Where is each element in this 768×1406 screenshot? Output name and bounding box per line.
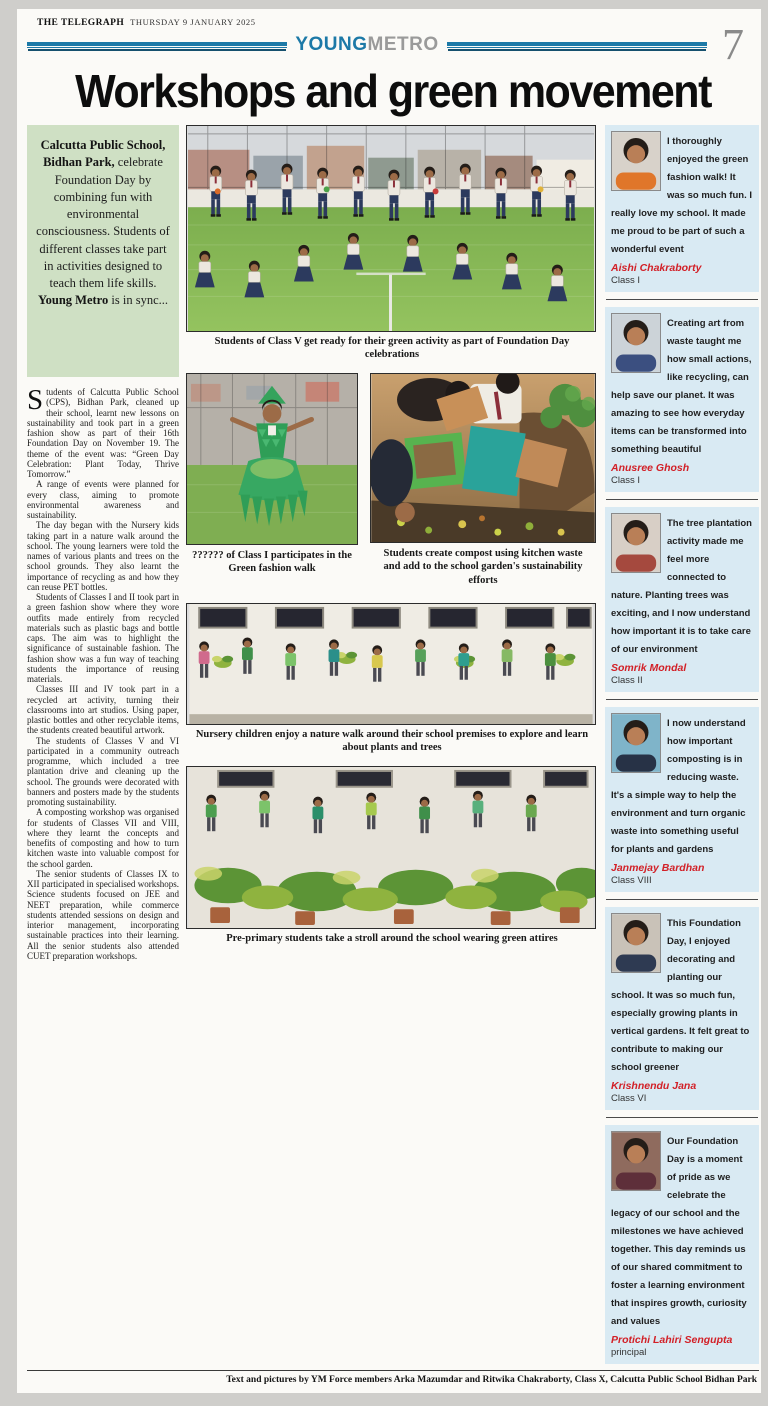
figure-foundation-day [186,125,598,367]
intro-tail: is in sync... [108,293,168,308]
testimonial-quote: Our Foundation Day is a moment of pride as we celebrate the legacy of our school and the milestones we have achieved together. This day reminds us of our shared commitment to foster a learning environment that inspires growth, curiosity and values [611,1136,747,1327]
testimonial-block [605,1125,759,1364]
masthead [27,17,759,32]
photo-column [186,125,598,957]
article-paragraph-text: tudents of Calcutta Public School (CPS), Bidhan Park, cleaned up their school, learnt new lessons on sustainability and took part in a green fashion show as part of their 16th Foundation Day on November 19. The theme of the event was: “Green Day Celebration: Plant Today, Thrive Tomorrow.” [27,387,179,479]
testimonial-quote: Creating art from waste taught me how small actions, like recycling, can help save our planet. It was amazing to see how everyday items can be transformed into something beautiful [611,318,752,455]
paper-name: THE TELEGRAPH [37,18,125,28]
photo-compost [370,373,596,543]
caption-nursery-walk: Nursery children enjoy a nature walk around their school premises to explore and learn about plants and trees [195,728,589,753]
page-number: 7 [722,20,745,69]
page-content [27,125,759,1364]
photo-foundation-day-group [186,125,596,332]
intro-bold-lead: Calcutta Public School, Bidhan Park, [40,138,166,170]
figure-nursery-walk [186,603,598,760]
figure-fashion-walk [186,373,358,592]
testimonial-quote: I thoroughly enjoyed the green fashion walk! It was so much fun. I really love my school. It made me proud to be part of such a wonderful event [611,136,752,255]
student-photo [611,513,661,573]
article-paragraph: A composting workshop was organised for students of Classes VII and VIII, where they learnt the concepts and benefits of composting and how to turn kitchen waste into valuable compost for the school garden. [27,807,179,869]
photo-fashion-walk [186,373,358,545]
student-name: Protichi Lahiri Sengupta [611,1334,733,1346]
photo-nursery-walk [186,603,596,725]
figure-preprimary-stroll [186,766,598,951]
student-name: Janmejay Bardhan [611,862,705,874]
intro-bold-tail: Young Metro [38,293,109,308]
figure-compost [370,373,596,592]
testimonial-separator [606,1117,758,1118]
testimonial-block [605,307,759,492]
banner-bar-right [447,42,707,49]
caption-preprimary-stroll: Pre-primary students take a stroll around the school wearing green attires [226,932,558,944]
testimonial-block [605,907,759,1110]
caption-foundation-day: Students of Class V get ready for their green activity as part of Foundation Day celebrations [214,336,570,361]
testimonial-quote: The tree plantation activity made me feel more connected to nature. Planting trees was exciting, and I now understand how important it is to take care of our environment [611,518,752,655]
student-class: Class I [611,475,641,486]
student-photo [611,913,661,973]
newspaper-page [17,9,761,1393]
headline: Workshops and green movement [75,66,711,118]
testimonial-quote: This Foundation Day, I enjoyed decorating and planting our school. It was so much fun, especially growing plants in vertical gardens. It felt great to contribute to making our school greener [611,918,750,1073]
student-class: Class VI [611,1093,647,1104]
testimonial-separator [606,299,758,300]
testimonial-separator [606,699,758,700]
testimonial-column [605,125,759,1364]
article-paragraph: The senior students of Classes IX to XII participated in specialised workshops. Science students focused on JEE and NEET preparation, while commerce students attended sessions on design and interior management, incorporating sustainable practices into their learning. All the senior students also attended CUET preparation workshops. [27,868,179,961]
testimonial-block [605,507,759,692]
student-name: Krishnendu Jana [611,1080,697,1092]
testimonial-separator [606,899,758,900]
photo-preprimary-stroll [186,766,596,929]
student-class: principal [611,1347,647,1358]
testimonial-block [605,125,759,292]
testimonial-separator [606,499,758,500]
section-title [287,34,446,56]
article-paragraph [27,384,179,479]
article-paragraph: Classes III and IV took part in a recycled art activity, turning their classrooms into art studios. Using paper, plastic bottles and other recyclable items, the students created beautiful artwork. [27,684,179,736]
paper-date: THURSDAY 9 JANUARY 2025 [130,17,256,27]
dropcap: S [27,384,44,416]
student-photo [611,131,661,191]
banner-bar-left [27,42,287,49]
caption-fashion-walk: ?????? of Class I participates in the Green fashion walk [192,550,352,575]
student-class: Class I [611,275,641,286]
intro-box [27,125,179,377]
credit-line: Text and pictures by YM Force members Arka Mazumdar and Ritwika Chakraborty, Class X, Calcutta Public School Bidhan Park [27,1370,759,1385]
student-class: Class VIII [611,875,652,886]
photo-row-middle [186,373,598,598]
testimonial-quote: I now understand how important composting is in reducing waste. It's a simple way to help the environment and turn organic waste into something useful for plants and gardens [611,718,746,855]
article-body [27,384,179,961]
student-name: Aishi Chakraborty [611,262,702,274]
caption-compost: Students create compost using kitchen waste and add to the school garden's sustainability efforts [383,548,583,586]
left-column [27,125,179,961]
metro-label: METRO [367,34,439,55]
young-label: YOUNG [295,34,368,55]
intro-text: celebrate Foundation Day by combining fun with environmental consciousness. Students of different classes take part in activities designed to teach them life skills. [36,155,170,290]
student-name: Somrik Mondal [611,662,687,674]
article-paragraph: The day began with the Nursery kids taking part in a nature walk around the school. The young learners were told the names of various plants and trees on the school grounds. They also learnt the importance of recycling as and how they can reuse PET bottles. [27,520,179,592]
testimonial-block [605,707,759,892]
student-photo [611,1131,661,1191]
student-name: Anusree Ghosh [611,462,690,474]
article-paragraph: The students of Classes V and VI participated in a community outreach programme, which included a tree plantation drive and cleaning up the school. The grounds were decorated with banners and posters made by the students promoting sustainability. [27,735,179,807]
student-photo [611,313,661,373]
article-paragraph: A range of events were planned for every class, aiming to promote environmental awareness and sustainability. [27,479,179,520]
article-paragraph: Students of Classes I and II took part in a green fashion show where they wore outfits made entirely from recycled materials such as plastic bags and bottle caps. The aim was to highlight the significance of sustainable fashion. The fashion show was a fun way of teaching students the importance of reusing materials. [27,592,179,684]
student-class: Class II [611,675,643,686]
student-photo [611,713,661,773]
